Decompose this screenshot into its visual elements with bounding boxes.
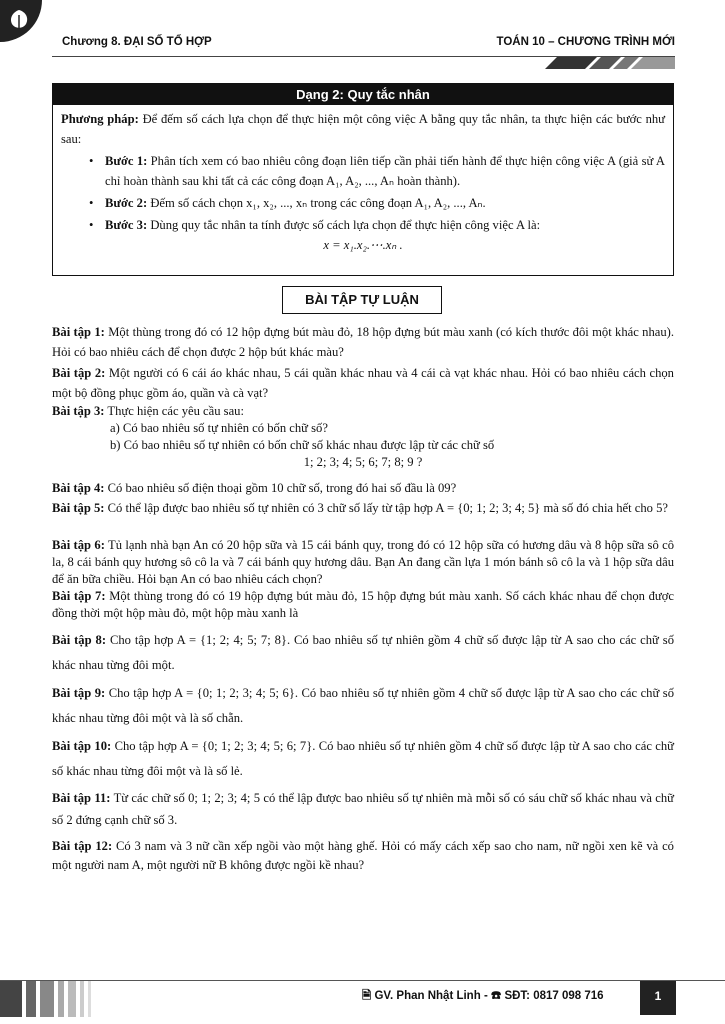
exercise-7: Bài tập 7: Một thùng trong đó có 19 hộp đựng bút màu đỏ, 15 hộp đựng bút màu xanh. Số cách khác nhau để chọn được đồng thời một hộp màu đỏ, một hộp màu xanh là xyxy=(52,589,674,620)
step-text: Phân tích xem có bao nhiêu công đoạn liên tiếp cần phải tiến hành để thực hiện công việc A (giả sử A chỉ hoàn thành sau khi tất cả các công đoạn A₁, A₂, ..., Aₙ hoàn thành). xyxy=(105,154,666,188)
method-intro-text: Để đếm số cách lựa chọn để thực hiện một công việc A bằng quy tắc nhân, ta thực hiện các bước như sau: xyxy=(61,112,665,146)
page-number: 1 xyxy=(640,981,676,1015)
exercise-3: Bài tập 3: Thực hiện các yêu cầu sau: a) Có bao nhiêu số tự nhiên có bốn chữ số? b) Có bao nhiêu số tự nhiên có bốn chữ số khác nhau được lập từ các chữ số 1; 2; 3; 4; 5; 6; 7; 8; 9 ? xyxy=(52,403,674,471)
method-intro-label: Phương pháp: xyxy=(61,112,139,126)
leaf-logo-icon xyxy=(6,7,32,33)
method-steps xyxy=(61,151,665,235)
exercise-12: Bài tập 12: Có 3 nam và 3 nữ cần xếp ngồi vào một hàng ghế. Hỏi có mấy cách xếp sao cho nam, nữ ngồi xen kẽ và có một người nam A, một người nữ B không được ngồi kề nhau? xyxy=(52,839,674,872)
exercise-3a: a) Có bao nhiêu số tự nhiên có bốn chữ số? xyxy=(110,421,328,435)
exercise-8: Bài tập 8: Cho tập hợp A = {1; 2; 4; 5; 7; 8}. Có bao nhiêu số tự nhiên gồm 4 chữ số được lập từ A sao cho các chữ số khác nhau từng đôi một. xyxy=(52,633,674,672)
exercise-2: Bài tập 2: Một người có 6 cái áo khác nhau, 5 cái quần khác nhau và 4 cái cà vạt khác nhau. Hỏi có bao nhiêu cách chọn một bộ đồng phục gồm áo, quần và cà vạt? xyxy=(52,366,674,400)
footer-stripes xyxy=(0,981,130,1017)
step-item: • Bước 2: Đếm số cách chọn x₁, x₂, ..., xₙ trong các công đoạn A₁, A₂, ..., Aₙ. xyxy=(89,196,486,210)
exercise-6: Bài tập 6: Tủ lạnh nhà bạn An có 20 hộp sữa và 15 cái bánh quy, trong đó có 12 hộp sữa có hương dâu và 8 hộp sữa sô cô la, 8 cái bánh quy hương sô cô la và 7 cái bánh quy hương dâu. Bạn An đang cần lựa 1 món bánh sô cô la và 1 hộp sữa dâu để ăn bữa chiều. Hỏi bạn An có bao nhiêu cách chọn? xyxy=(52,538,674,586)
step-label: Bước 2: xyxy=(105,196,148,210)
footer-separator: - xyxy=(483,990,488,1002)
phone-icon: ☎ xyxy=(490,990,502,1002)
document-icon: 🗎 xyxy=(362,990,372,1002)
step-text: Đếm số cách chọn x₁, x₂, ..., xₙ trong các công đoạn A₁, A₂, ..., Aₙ. xyxy=(150,196,486,210)
method-box xyxy=(52,83,674,276)
method-intro xyxy=(61,109,665,149)
corner-logo xyxy=(0,0,42,42)
header-stripes xyxy=(525,57,675,69)
exercise-3b: b) Có bao nhiêu số tự nhiên có bốn chữ số khác nhau được lập từ các chữ số xyxy=(110,438,495,452)
exercise-11: Bài tập 11: Từ các chữ số 0; 1; 2; 3; 4; 5 có thể lập được bao nhiêu số tự nhiên mà mỗi số có sáu chữ số khác nhau và chữ số 2 đứng cạnh chữ số 3. xyxy=(52,791,674,827)
step-item: • Bước 3: Dùng quy tắc nhân ta tính được số cách lựa chọn để thực hiện công việc A là: xyxy=(89,218,541,232)
footer-contact xyxy=(362,988,604,1007)
exercise-9: Bài tập 9: Cho tập hợp A = {0; 1; 2; 3; 4; 5; 6}. Có bao nhiêu số tự nhiên gồm 4 chữ số được lập từ A sao cho các chữ số khác nhau từng đôi một và là số chẵn. xyxy=(52,686,674,725)
step-text: Dùng quy tắc nhân ta tính được số cách lựa chọn để thực hiện công việc A là: xyxy=(150,218,541,232)
author-name: GV. Phan Nhật Linh xyxy=(374,990,481,1002)
method-box-title: Dạng 2: Quy tắc nhân xyxy=(53,84,673,105)
course-title: TOÁN 10 – CHƯƠNG TRÌNH MỚI xyxy=(496,36,675,48)
exercise-5: Bài tập 5: Có thể lập được bao nhiêu số tự nhiên có 3 chữ số lấy từ tập hợp A = {0; 1; 2; 3; 4; 5} mà số đó chia hết cho 5? xyxy=(52,501,668,515)
exercise-1: Bài tập 1: Một thùng trong đó có 12 hộp đựng bút màu đỏ, 18 hộp đựng bút màu xanh (có kích thước đôi một khác nhau). Hỏi có bao nhiêu cách để chọn được 2 hộp bút khác màu? xyxy=(52,325,675,359)
section-title: BÀI TẬP TỰ LUẬN xyxy=(282,286,442,314)
chapter-title: Chương 8. ĐẠI SỐ TỔ HỢP xyxy=(62,36,212,48)
exercise-10: Bài tập 10: Cho tập hợp A = {0; 1; 2; 3; 4; 5; 6; 7}. Có bao nhiêu số tự nhiên gồm 4 chữ số được lập từ A sao cho các chữ số khác nhau từng đôi một và là số lẻ. xyxy=(52,739,674,778)
step-label: Bước 3: xyxy=(105,218,148,232)
step-label: Bước 1: xyxy=(105,154,148,168)
exercise-4: Bài tập 4: Có bao nhiêu số điện thoại gồm 10 chữ số, trong đó hai số đầu là 09? xyxy=(52,481,457,495)
phone-number: SĐT: 0817 098 716 xyxy=(504,990,604,1002)
exercise-3-digits: 1; 2; 3; 4; 5; 6; 7; 8; 9 ? xyxy=(303,455,423,469)
step-item: • Bước 1: Phân tích xem có bao nhiêu công đoạn liên tiếp cần phải tiến hành để thực hiện công việc A (giả sử A chỉ hoàn thành sau khi tất cả các công đoạn A₁, A₂, ..., Aₙ hoàn thành). xyxy=(89,154,666,188)
product-formula: x = x₁.x₂.⋯.xₙ . xyxy=(323,238,403,252)
